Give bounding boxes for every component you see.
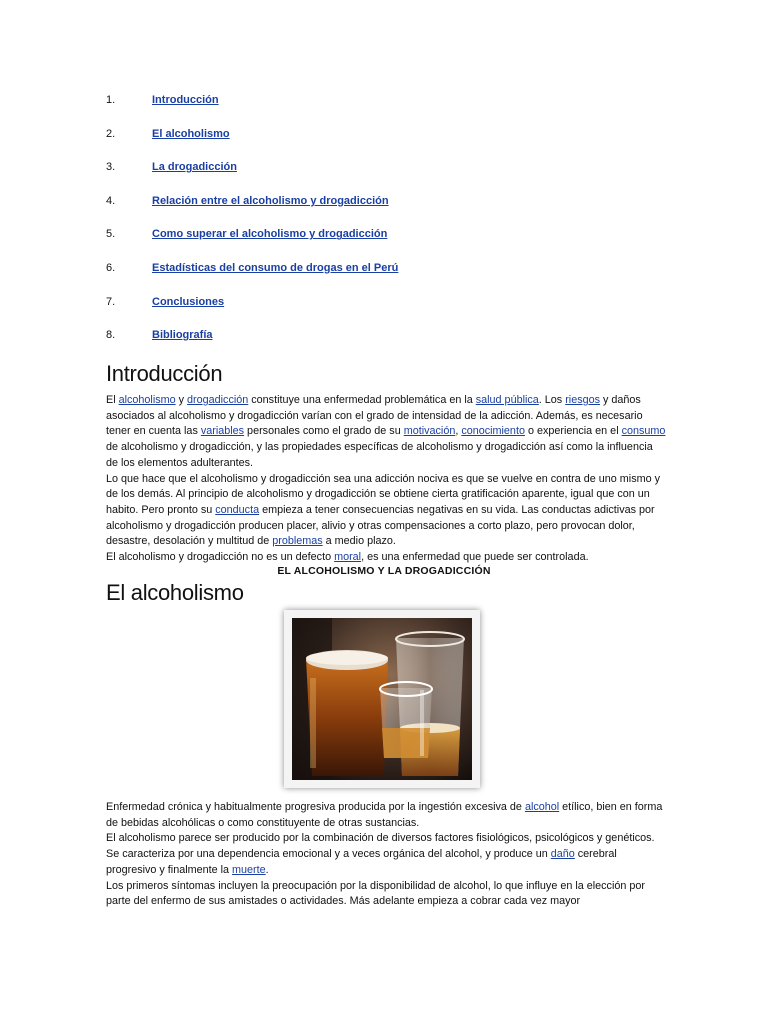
- toc-item: [0, 92, 768, 126]
- intro-paragraph-1: [106, 393, 666, 472]
- toc-link-introduccion[interactable]: Introducción: [152, 94, 219, 106]
- link-variables[interactable]: variables: [200, 425, 245, 438]
- text-run: , es una enfermedad que puede ser controlada.: [361, 551, 589, 564]
- toc-number: 2.: [106, 127, 116, 140]
- link-moral[interactable]: moral: [334, 551, 362, 564]
- link-alcohol[interactable]: alcohol: [524, 801, 560, 813]
- toc-link-alcoholismo[interactable]: El alcoholismo: [152, 127, 230, 140]
- toc-item: [0, 260, 768, 294]
- text-run: cerebral progresivo y finalmente la: [106, 848, 617, 876]
- toc-item: [0, 226, 768, 260]
- link-conocimiento[interactable]: conocimiento: [461, 425, 525, 438]
- toc-link-conclusiones[interactable]: Conclusiones: [152, 295, 225, 308]
- link-muerte[interactable]: muerte: [232, 863, 266, 876]
- text-run: etílico, bien en forma de bebidas alcohólicas o como constituyente de otras sustancias.: [106, 801, 663, 829]
- toc-number: 4.: [106, 194, 116, 207]
- toc-item: [0, 159, 768, 193]
- text-run: .: [265, 863, 269, 876]
- alcoholismo-text: [106, 800, 666, 910]
- text-run: o experiencia en el: [524, 425, 622, 438]
- alcoholismo-paragraph-2: [106, 831, 666, 878]
- alcoholismo-paragraph-1: [106, 800, 666, 831]
- intro-paragraph-3: [106, 550, 666, 566]
- toc-number: 5.: [106, 228, 116, 241]
- table-of-contents: [0, 92, 768, 361]
- text-run: Lo que hace que el alcoholismo y drogadicción sea una adicción nociva es que se vuelve en contra de uno mismo y de los demás. Al principio de alcoholismo y drogadicción se obtiene cierta gratificación aparente, igual que con un habito. Pero pronto su: [106, 472, 660, 516]
- toc-link-estadisticas[interactable]: Estadísticas del consumo de drogas en el Perú: [152, 261, 399, 274]
- toc-item: [0, 126, 768, 160]
- link-problemas[interactable]: problemas: [272, 535, 323, 548]
- link-drogadiccion[interactable]: drogadicción: [187, 394, 249, 406]
- link-riesgos[interactable]: riesgos: [565, 394, 601, 406]
- toc-number: 1.: [106, 94, 116, 106]
- toc-link-como-superar[interactable]: Como superar el alcoholismo y drogadicción: [152, 228, 388, 241]
- text-run: El alcoholismo y drogadicción no es un defecto: [106, 551, 335, 564]
- toc-item: [0, 193, 768, 227]
- toc-item: [0, 327, 768, 361]
- text-run: Enfermedad crónica y habitualmente progresiva producida por la ingestión excesiva de: [106, 801, 525, 813]
- link-alcoholismo[interactable]: alcoholismo: [118, 394, 176, 406]
- text-run: constituye una enfermedad problemática en la: [248, 394, 476, 406]
- toc-number: 6.: [106, 261, 116, 274]
- text-run: personales como el grado de su: [244, 425, 404, 438]
- section-title-alcoholismo-drogadiccion: EL ALCOHOLISMO Y LA DROGADICCIÓN: [277, 565, 491, 577]
- text-run: y daños asociados al alcoholismo y drogadicción varían con el grado de intensidad de la adicción. Además, es necesario tener en cuenta las: [106, 394, 643, 438]
- beer-glasses-image: [292, 618, 472, 780]
- intro-paragraph-2: [106, 472, 666, 551]
- text-run: El alcoholismo parece ser producido por la combinación de diversos factores fisiológicos, psicológicos y genéticos. Se caracteriza por una dependencia emocional y a veces orgánica del alcohol, y produce un: [106, 832, 655, 861]
- alcoholismo-paragraph-3: [106, 879, 666, 910]
- toc-item: [0, 294, 768, 328]
- text-run: a medio plazo.: [322, 535, 396, 548]
- link-consumo[interactable]: consumo: [621, 425, 666, 438]
- link-salud-publica[interactable]: salud pública: [475, 394, 539, 406]
- heading-el-alcoholismo: El alcoholismo: [106, 580, 244, 605]
- link-conducta[interactable]: conducta: [215, 503, 260, 516]
- text-run: de alcoholismo y drogadicción, y las propiedades específicas de alcoholismo y drogadicción así como la influencia de los elementos adulterantes.: [106, 441, 653, 469]
- alcohol-glasses-photo: [284, 610, 480, 788]
- text-run: El: [106, 394, 119, 406]
- link-motivacion[interactable]: motivación: [403, 425, 456, 438]
- toc-link-bibliografia[interactable]: Bibliografía: [152, 329, 213, 342]
- text-run: . Los: [538, 394, 566, 406]
- text-run: empieza a tener consecuencias negativas en su vida. Las conductas adictivas por alcoholismo y drogadicción producen placer, alivio y otras compensaciones a corto plazo, pero provocan dolor, desastre, desolación y multitud de: [106, 503, 655, 548]
- toc-number: 3.: [106, 161, 116, 174]
- text-run: Los primeros síntomas incluyen la preocupación por la disponibilidad de alcohol, lo que influye en la elección por parte del enfermo de sus amistades o actividades. Más adelante empieza a cobrar cada vez mayor: [106, 879, 645, 908]
- toc-link-relacion[interactable]: Relación entre el alcoholismo y drogadicción: [152, 194, 389, 207]
- text-run: y: [175, 394, 188, 406]
- intro-text: [106, 393, 666, 566]
- link-dano[interactable]: daño: [550, 848, 575, 861]
- heading-introduccion: Introducción: [106, 361, 223, 386]
- toc-number: 7.: [106, 295, 116, 308]
- toc-number: 8.: [106, 329, 116, 342]
- text-run: ,: [455, 425, 462, 438]
- toc-link-drogadiccion[interactable]: La drogadicción: [152, 161, 237, 174]
